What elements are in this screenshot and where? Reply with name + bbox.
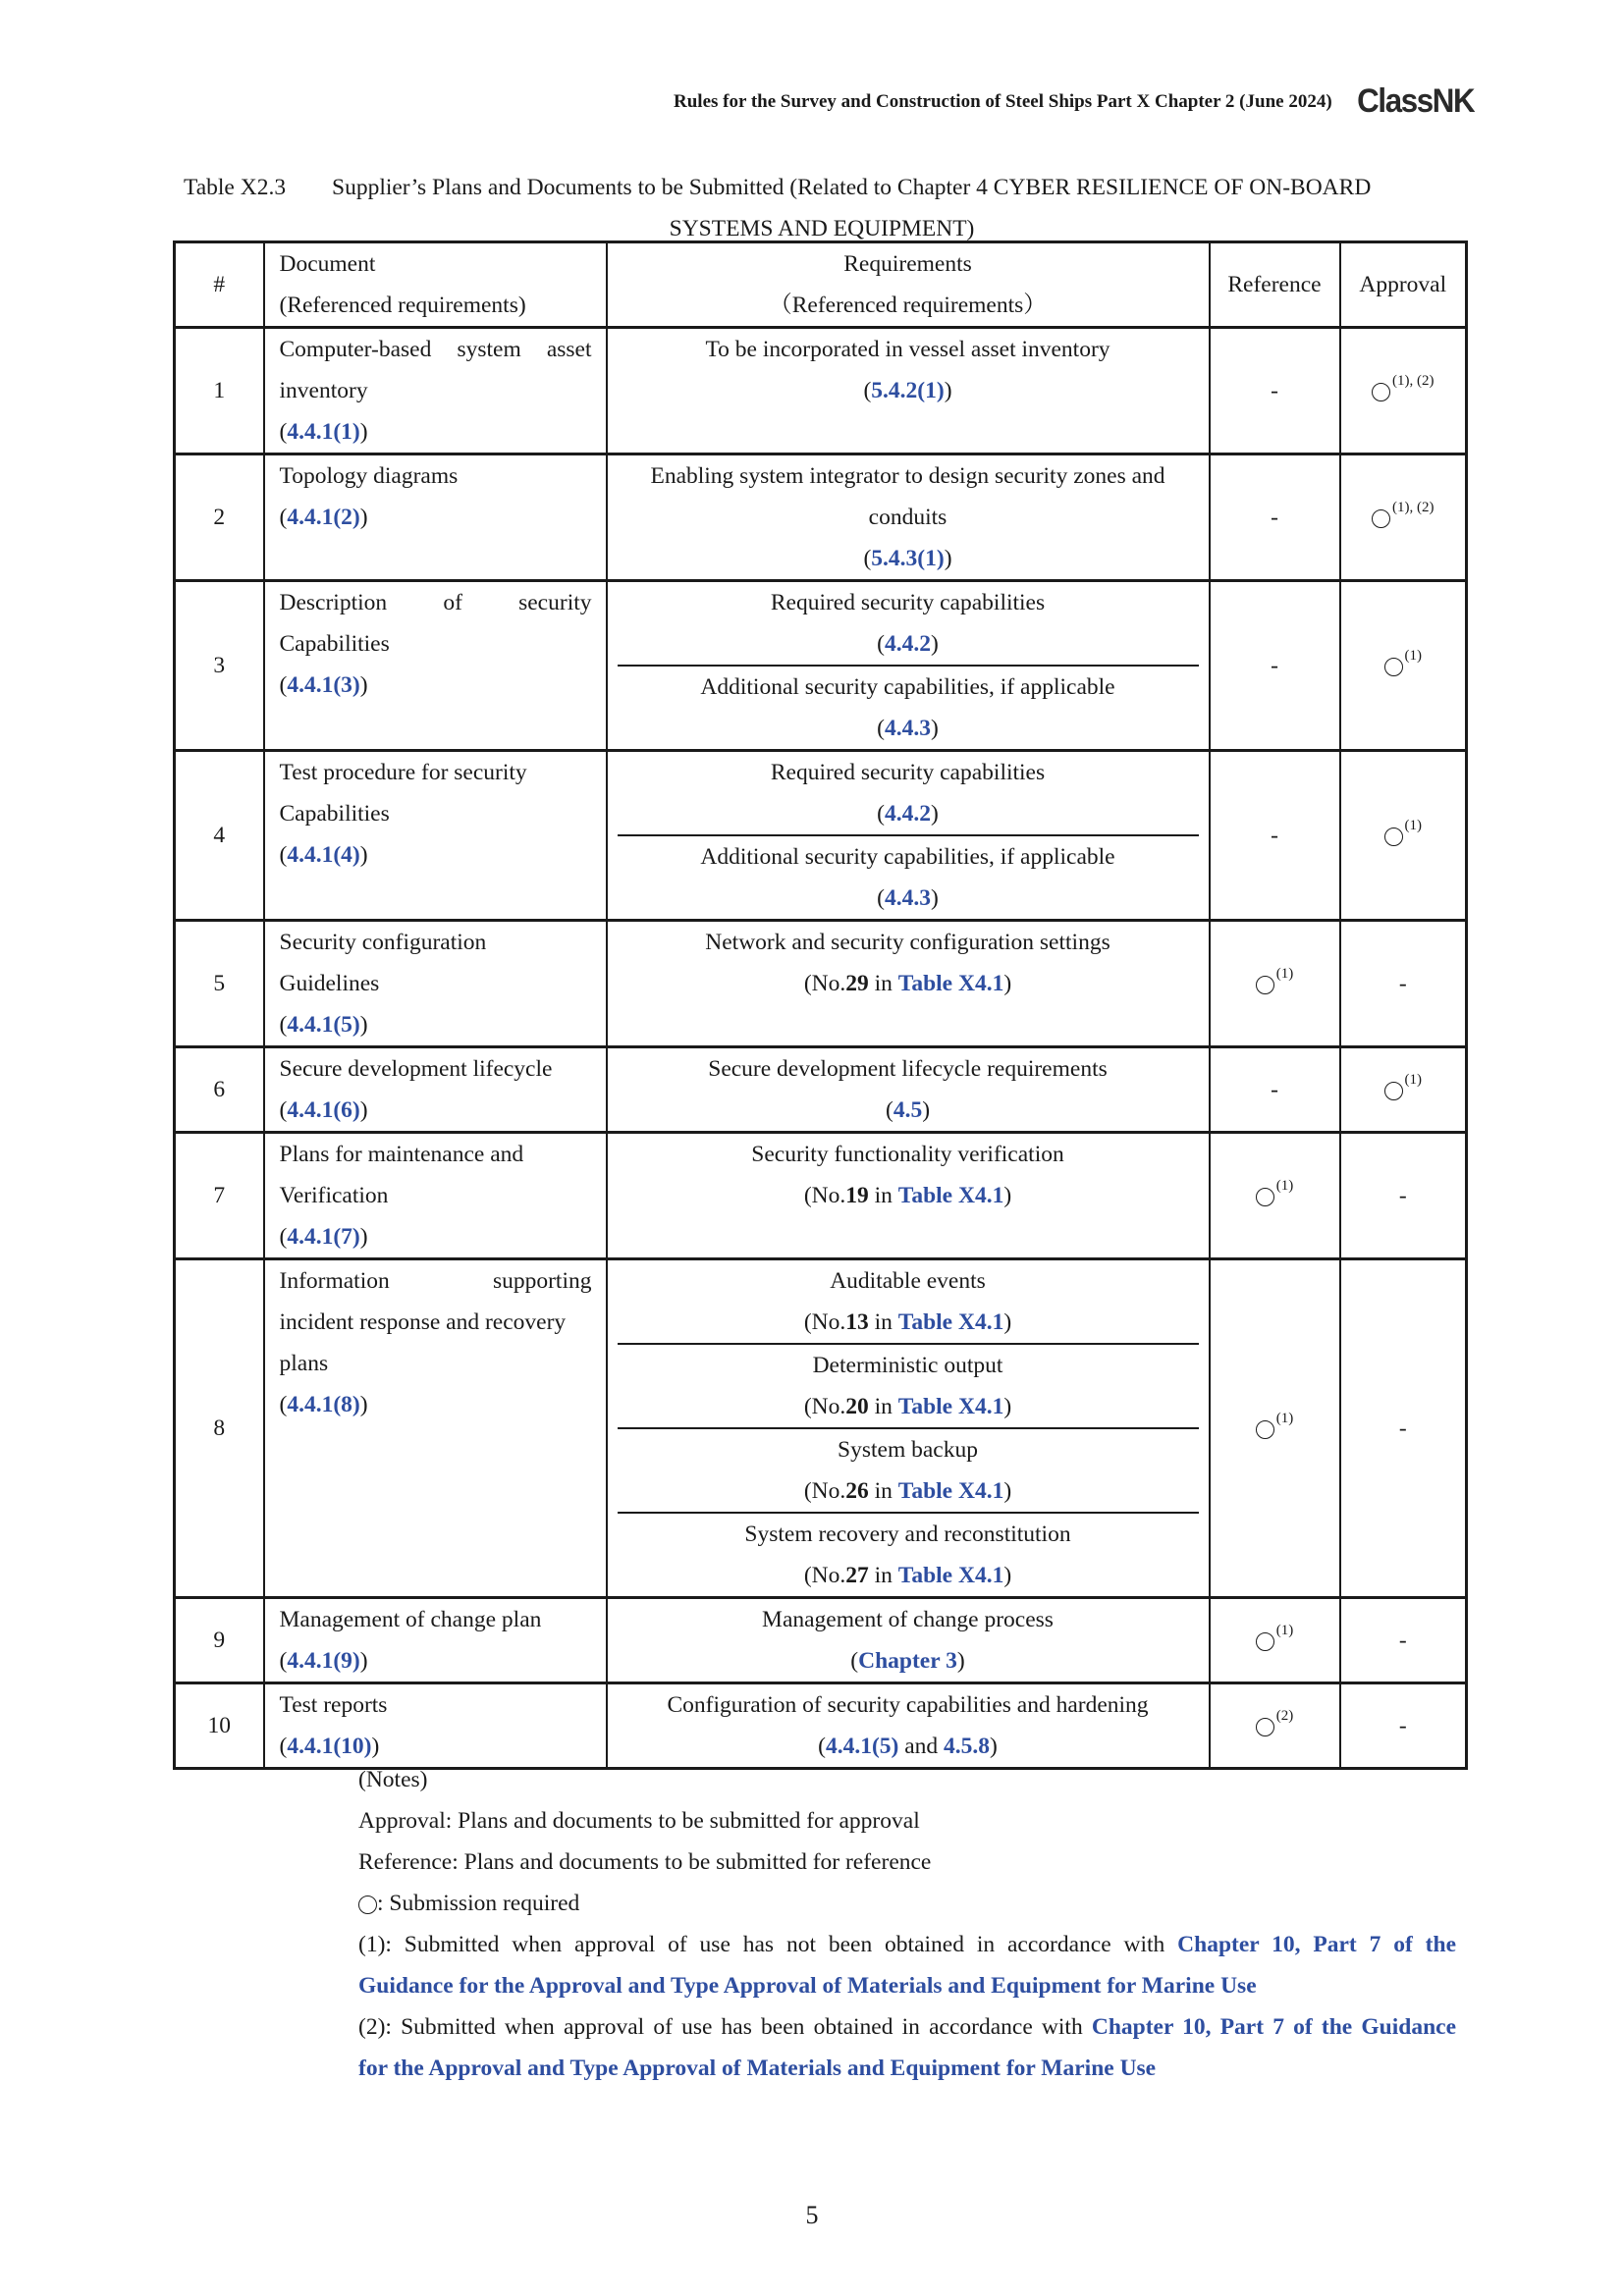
document-ref-line: (4.4.1(9)) bbox=[279, 1648, 368, 1674]
classnk-logo: ClassNK bbox=[1356, 82, 1474, 120]
footnote-superscript: (2) bbox=[1275, 1708, 1294, 1725]
requirement-ref: (5.4.2(1)) bbox=[863, 378, 952, 403]
dash-mark: - bbox=[1398, 1415, 1407, 1441]
document-cell bbox=[264, 921, 607, 1047]
col-header-document-sub: (Referenced requirements) bbox=[279, 293, 526, 318]
document-title-line: Description of security bbox=[279, 590, 592, 615]
document-title-line: Plans for maintenance and bbox=[279, 1142, 524, 1167]
document-title-line: Secure development lifecycle bbox=[279, 1056, 553, 1082]
document-title-line: Security configuration bbox=[279, 930, 487, 955]
approval-cell bbox=[1340, 1047, 1467, 1133]
approval-cell bbox=[1340, 1598, 1467, 1683]
submission-circle-icon bbox=[1384, 658, 1403, 676]
note-2-link-a[interactable]: Chapter 10, Part 7 of the Guidance bbox=[1091, 2014, 1457, 2040]
document-ref-link[interactable]: 4.4.1(4) bbox=[287, 842, 360, 868]
requirements-cell bbox=[607, 1598, 1210, 1683]
requirement-ref: (4.4.2) bbox=[877, 631, 939, 657]
footnote-superscript: (1) bbox=[1275, 1411, 1294, 1427]
row-number: 2 bbox=[175, 454, 264, 581]
requirement-text: Required security capabilities bbox=[770, 760, 1046, 785]
document-cell bbox=[264, 751, 607, 921]
table-row bbox=[175, 454, 1467, 581]
requirement-item bbox=[618, 1048, 1199, 1131]
note-approval: Approval: Plans and documents to be submitted for approval bbox=[358, 1808, 920, 1834]
requirement-no: 13 bbox=[845, 1309, 869, 1335]
requirement-table-link[interactable]: Table X4.1 bbox=[897, 971, 1004, 996]
table-row bbox=[175, 1047, 1467, 1133]
document-title-line: Computer-based system asset bbox=[279, 337, 592, 362]
requirement-ref-link[interactable]: 4.4.2 bbox=[885, 801, 931, 827]
submission-circle-icon bbox=[1384, 1082, 1403, 1100]
requirement-no: 27 bbox=[845, 1563, 869, 1588]
document-ref-link[interactable]: 4.4.1(7) bbox=[287, 1224, 360, 1250]
document-title-line: incident response and recovery bbox=[279, 1309, 567, 1335]
dash-mark: - bbox=[1271, 504, 1278, 530]
reference-cell bbox=[1210, 328, 1340, 454]
submission-circle-icon bbox=[1372, 383, 1390, 401]
requirement-text: Auditable events bbox=[830, 1268, 986, 1294]
requirement-text: Required security capabilities bbox=[770, 590, 1046, 615]
requirement-item bbox=[618, 1343, 1199, 1427]
note-2-link-b[interactable]: for the Approval and Type Approval of Materials and Equipment for Marine Use bbox=[358, 2056, 1157, 2081]
circle-symbol-icon bbox=[358, 1896, 377, 1914]
requirement-text: Network and security configuration settings bbox=[705, 930, 1110, 955]
row-number: 9 bbox=[175, 1598, 264, 1683]
reference-cell bbox=[1210, 1047, 1340, 1133]
submission-circle-icon bbox=[1256, 1718, 1274, 1736]
dash-mark: - bbox=[1271, 377, 1278, 403]
document-cell bbox=[264, 454, 607, 581]
requirement-ref-link[interactable]: 4.4.3 bbox=[885, 716, 931, 741]
requirement-item bbox=[618, 922, 1199, 1004]
document-ref-link[interactable]: 4.4.1(9) bbox=[287, 1648, 360, 1674]
reference-cell bbox=[1210, 454, 1340, 581]
submission-table bbox=[173, 240, 1468, 1770]
document-ref-line: (4.4.1(1)) bbox=[279, 419, 368, 445]
document-ref-line: (4.4.1(3)) bbox=[279, 672, 368, 698]
document-title-line: inventory bbox=[279, 378, 368, 403]
table-row bbox=[175, 921, 1467, 1047]
dash-mark: - bbox=[1271, 652, 1278, 678]
requirement-ref-link[interactable]: 4.5 bbox=[893, 1097, 923, 1123]
row-number: 5 bbox=[175, 921, 264, 1047]
approval-cell bbox=[1340, 921, 1467, 1047]
dash-mark: - bbox=[1398, 970, 1407, 996]
dash-mark: - bbox=[1271, 1076, 1278, 1102]
requirement-item bbox=[618, 752, 1199, 834]
requirement-text: Management of change process bbox=[762, 1607, 1054, 1632]
requirements-cell bbox=[607, 328, 1210, 454]
document-ref-link[interactable]: 4.4.1(5) bbox=[287, 1012, 360, 1038]
requirement-text: conduits bbox=[868, 505, 947, 530]
submission-circle-icon bbox=[1256, 976, 1274, 994]
document-ref-link[interactable]: 4.4.1(10) bbox=[287, 1734, 372, 1759]
note-1-link-b[interactable]: Guidance for the Approval and Type Approval of Materials and Equipment for Marine Use bbox=[358, 1973, 1257, 1999]
requirement-ref: (4.4.3) bbox=[877, 885, 939, 911]
col-header-num: # bbox=[175, 242, 264, 328]
requirement-ref: (No.19 in Table X4.1) bbox=[803, 1183, 1012, 1208]
requirement-table-link[interactable]: Table X4.1 bbox=[897, 1183, 1004, 1208]
note-1-line2 bbox=[358, 1965, 1456, 2006]
requirement-ref-link[interactable]: 4.4.2 bbox=[885, 631, 931, 657]
reference-cell bbox=[1210, 751, 1340, 921]
document-title-line: Test procedure for security bbox=[279, 760, 527, 785]
table-title-line2: SYSTEMS AND EQUIPMENT) bbox=[669, 216, 975, 241]
row-number: 7 bbox=[175, 1133, 264, 1259]
requirement-ref: (No.26 in Table X4.1) bbox=[803, 1478, 1012, 1504]
document-ref-link[interactable]: 4.4.1(6) bbox=[287, 1097, 360, 1123]
requirements-cell bbox=[607, 1683, 1210, 1769]
approval-cell bbox=[1340, 581, 1467, 751]
submission-circle-icon bbox=[1256, 1632, 1274, 1651]
document-cell bbox=[264, 328, 607, 454]
requirements-cell bbox=[607, 454, 1210, 581]
requirements-cell bbox=[607, 751, 1210, 921]
submission-circle-icon bbox=[1256, 1188, 1274, 1206]
requirement-text: To be incorporated in vessel asset inventory bbox=[705, 337, 1110, 362]
requirement-ref-link[interactable]: 4.4.1(5) bbox=[825, 1734, 899, 1759]
note-1-line1 bbox=[358, 1924, 1456, 1965]
note-2-text: (2): Submitted when approval of use has been obtained in accordance with bbox=[358, 2014, 1083, 2040]
requirement-ref-link[interactable]: 5.4.3(1) bbox=[871, 546, 945, 571]
requirement-item bbox=[618, 582, 1199, 665]
footnote-superscript: (1), (2) bbox=[1392, 373, 1435, 390]
document-title-line: Guidelines bbox=[279, 971, 380, 996]
table-caption bbox=[184, 167, 1460, 249]
document-ref-link[interactable]: 4.4.1(3) bbox=[287, 672, 360, 698]
table-label: Table X2.3 bbox=[184, 175, 287, 200]
requirement-text: Deterministic output bbox=[812, 1353, 1003, 1378]
requirement-ref: (4.4.2) bbox=[877, 801, 939, 827]
requirement-text: Additional security capabilities, if applicable bbox=[700, 674, 1115, 700]
dash-mark: - bbox=[1398, 1182, 1407, 1208]
col-header-document-label: Document bbox=[279, 251, 376, 277]
requirement-item bbox=[618, 1684, 1199, 1767]
submission-circle-icon bbox=[1372, 509, 1390, 528]
requirement-text: System recovery and reconstitution bbox=[744, 1522, 1071, 1547]
document-ref-line: (4.4.1(6)) bbox=[279, 1097, 368, 1123]
row-number: 3 bbox=[175, 581, 264, 751]
table-row bbox=[175, 328, 1467, 454]
document-cell bbox=[264, 1683, 607, 1769]
document-title-line: Verification bbox=[279, 1183, 389, 1208]
requirement-table-link[interactable]: Table X4.1 bbox=[897, 1394, 1004, 1419]
notes-title: (Notes) bbox=[358, 1767, 428, 1792]
row-number: 1 bbox=[175, 328, 264, 454]
requirement-item bbox=[618, 1260, 1199, 1343]
approval-cell bbox=[1340, 751, 1467, 921]
footnote-superscript: (1) bbox=[1404, 818, 1422, 834]
approval-cell bbox=[1340, 1133, 1467, 1259]
requirement-ref-link[interactable]: Chapter 3 bbox=[858, 1648, 957, 1674]
document-cell bbox=[264, 1047, 607, 1133]
approval-cell bbox=[1340, 328, 1467, 454]
table-row bbox=[175, 1133, 1467, 1259]
requirements-cell bbox=[607, 581, 1210, 751]
notes-section bbox=[358, 1759, 1456, 2089]
requirement-text: System backup bbox=[838, 1437, 978, 1463]
requirement-text: Configuration of security capabilities and hardening bbox=[667, 1692, 1149, 1718]
note-circle bbox=[358, 1883, 1456, 1924]
document-title-line: Capabilities bbox=[279, 801, 390, 827]
row-number: 4 bbox=[175, 751, 264, 921]
row-number: 8 bbox=[175, 1259, 264, 1598]
col-header-approval: Approval bbox=[1340, 242, 1467, 328]
note-circle-text: : Submission required bbox=[377, 1891, 580, 1916]
reference-cell bbox=[1210, 581, 1340, 751]
table-row bbox=[175, 1598, 1467, 1683]
row-number: 10 bbox=[175, 1683, 264, 1769]
document-cell bbox=[264, 1133, 607, 1259]
footnote-superscript: (1) bbox=[1275, 1178, 1294, 1195]
requirement-ref: (4.4.3) bbox=[877, 716, 939, 741]
note-1-text: (1): Submitted when approval of use has not been obtained in accordance with bbox=[358, 1932, 1165, 1957]
document-ref-line: (4.4.1(7)) bbox=[279, 1224, 368, 1250]
row-number: 6 bbox=[175, 1047, 264, 1133]
document-ref-line: (4.4.1(10)) bbox=[279, 1734, 380, 1759]
reference-cell bbox=[1210, 921, 1340, 1047]
document-cell bbox=[264, 1259, 607, 1598]
requirement-ref: (No.20 in Table X4.1) bbox=[803, 1394, 1012, 1419]
document-ref-line: (4.4.1(4)) bbox=[279, 842, 368, 868]
document-title-line: Management of change plan bbox=[279, 1607, 542, 1632]
requirement-ref: (No.27 in Table X4.1) bbox=[803, 1563, 1012, 1588]
submission-circle-icon bbox=[1256, 1420, 1274, 1439]
requirement-no: 26 bbox=[845, 1478, 869, 1504]
requirement-text: Secure development lifecycle requirements bbox=[708, 1056, 1108, 1082]
dash-mark: - bbox=[1398, 1627, 1407, 1653]
requirement-ref-link[interactable]: 4.5.8 bbox=[944, 1734, 991, 1759]
document-title-line: Topology diagrams bbox=[279, 463, 459, 489]
requirement-table-link[interactable]: Table X4.1 bbox=[897, 1563, 1004, 1588]
requirement-ref: (No.13 in Table X4.1) bbox=[803, 1309, 1012, 1335]
requirement-text: Additional security capabilities, if applicable bbox=[700, 844, 1115, 870]
requirement-item bbox=[618, 834, 1199, 919]
requirement-item bbox=[618, 1599, 1199, 1682]
approval-cell bbox=[1340, 454, 1467, 581]
requirement-no: 20 bbox=[845, 1394, 869, 1419]
col-header-requirements-sub: （Referenced requirements） bbox=[769, 293, 1047, 318]
requirement-ref: (No.29 in Table X4.1) bbox=[803, 971, 1012, 996]
requirement-table-link[interactable]: Table X4.1 bbox=[897, 1478, 1004, 1504]
col-header-requirements-label: Requirements bbox=[843, 251, 972, 277]
table-row bbox=[175, 751, 1467, 921]
note-2-line1 bbox=[358, 2006, 1456, 2048]
requirements-cell bbox=[607, 1133, 1210, 1259]
requirements-cell bbox=[607, 1259, 1210, 1598]
requirement-item bbox=[618, 665, 1199, 749]
document-title-line: Test reports bbox=[279, 1692, 388, 1718]
document-ref-link[interactable]: 4.4.1(8) bbox=[287, 1392, 360, 1417]
table-row bbox=[175, 581, 1467, 751]
table-row bbox=[175, 1683, 1467, 1769]
col-header-document bbox=[264, 242, 607, 328]
note-reference: Reference: Plans and documents to be submitted for reference bbox=[358, 1849, 932, 1875]
reference-cell bbox=[1210, 1683, 1340, 1769]
requirement-item bbox=[618, 1512, 1199, 1596]
document-ref-line: (4.4.1(5)) bbox=[279, 1012, 368, 1038]
running-header bbox=[674, 82, 1479, 121]
running-title: Rules for the Survey and Construction of Steel Ships Part X Chapter 2 (June 2024) bbox=[674, 90, 1332, 112]
requirement-item bbox=[618, 329, 1199, 411]
reference-cell bbox=[1210, 1259, 1340, 1598]
table-title-line1: Supplier’s Plans and Documents to be Submitted (Related to Chapter 4 CYBER RESILIENCE OF ON-BOARD bbox=[332, 175, 1372, 200]
dash-mark: - bbox=[1398, 1712, 1407, 1738]
requirement-ref: (5.4.3(1)) bbox=[863, 546, 952, 571]
requirement-ref: (Chapter 3) bbox=[850, 1648, 965, 1674]
requirements-cell bbox=[607, 1047, 1210, 1133]
document-cell bbox=[264, 1598, 607, 1683]
document-title-line: Capabilities bbox=[279, 631, 390, 657]
requirement-ref: (4.5) bbox=[885, 1097, 931, 1123]
footnote-superscript: (1), (2) bbox=[1392, 500, 1435, 516]
col-header-requirements bbox=[607, 242, 1210, 328]
document-ref-line: (4.4.1(2)) bbox=[279, 505, 368, 530]
document-title-line: Information supporting bbox=[279, 1268, 592, 1294]
requirement-text: Security functionality verification bbox=[751, 1142, 1064, 1167]
document-title-line: plans bbox=[279, 1351, 329, 1376]
col-header-reference: Reference bbox=[1210, 242, 1340, 328]
note-1-link-a[interactable]: Chapter 10, Part 7 of the bbox=[1177, 1932, 1457, 1957]
approval-cell bbox=[1340, 1683, 1467, 1769]
requirement-no: 29 bbox=[845, 971, 869, 996]
table-header-row bbox=[175, 242, 1467, 328]
page-number: 5 bbox=[805, 2201, 819, 2229]
requirement-ref-link[interactable]: 5.4.2(1) bbox=[871, 378, 945, 403]
approval-cell bbox=[1340, 1259, 1467, 1598]
table-row bbox=[175, 1259, 1467, 1598]
requirements-cell bbox=[607, 921, 1210, 1047]
requirement-no: 19 bbox=[845, 1183, 869, 1208]
requirement-ref-link[interactable]: 4.4.3 bbox=[885, 885, 931, 911]
dash-mark: - bbox=[1271, 822, 1278, 848]
reference-cell bbox=[1210, 1598, 1340, 1683]
reference-cell bbox=[1210, 1133, 1340, 1259]
footnote-superscript: (1) bbox=[1275, 1623, 1294, 1639]
requirement-table-link[interactable]: Table X4.1 bbox=[897, 1309, 1004, 1335]
requirement-item bbox=[618, 455, 1199, 579]
document-cell bbox=[264, 581, 607, 751]
document-ref-link[interactable]: 4.4.1(2) bbox=[287, 505, 360, 530]
footnote-superscript: (1) bbox=[1404, 1072, 1422, 1089]
submission-circle-icon bbox=[1384, 828, 1403, 846]
footnote-superscript: (1) bbox=[1404, 648, 1422, 665]
requirement-ref: (4.4.1(5) and 4.5.8) bbox=[818, 1734, 998, 1759]
requirement-text: Enabling system integrator to design security zones and bbox=[650, 463, 1165, 489]
footnote-superscript: (1) bbox=[1275, 966, 1294, 983]
note-2-line2 bbox=[358, 2048, 1456, 2089]
document-ref-line: (4.4.1(8)) bbox=[279, 1392, 368, 1417]
document-ref-link[interactable]: 4.4.1(1) bbox=[287, 419, 360, 445]
requirement-item bbox=[618, 1134, 1199, 1216]
requirement-item bbox=[618, 1427, 1199, 1512]
